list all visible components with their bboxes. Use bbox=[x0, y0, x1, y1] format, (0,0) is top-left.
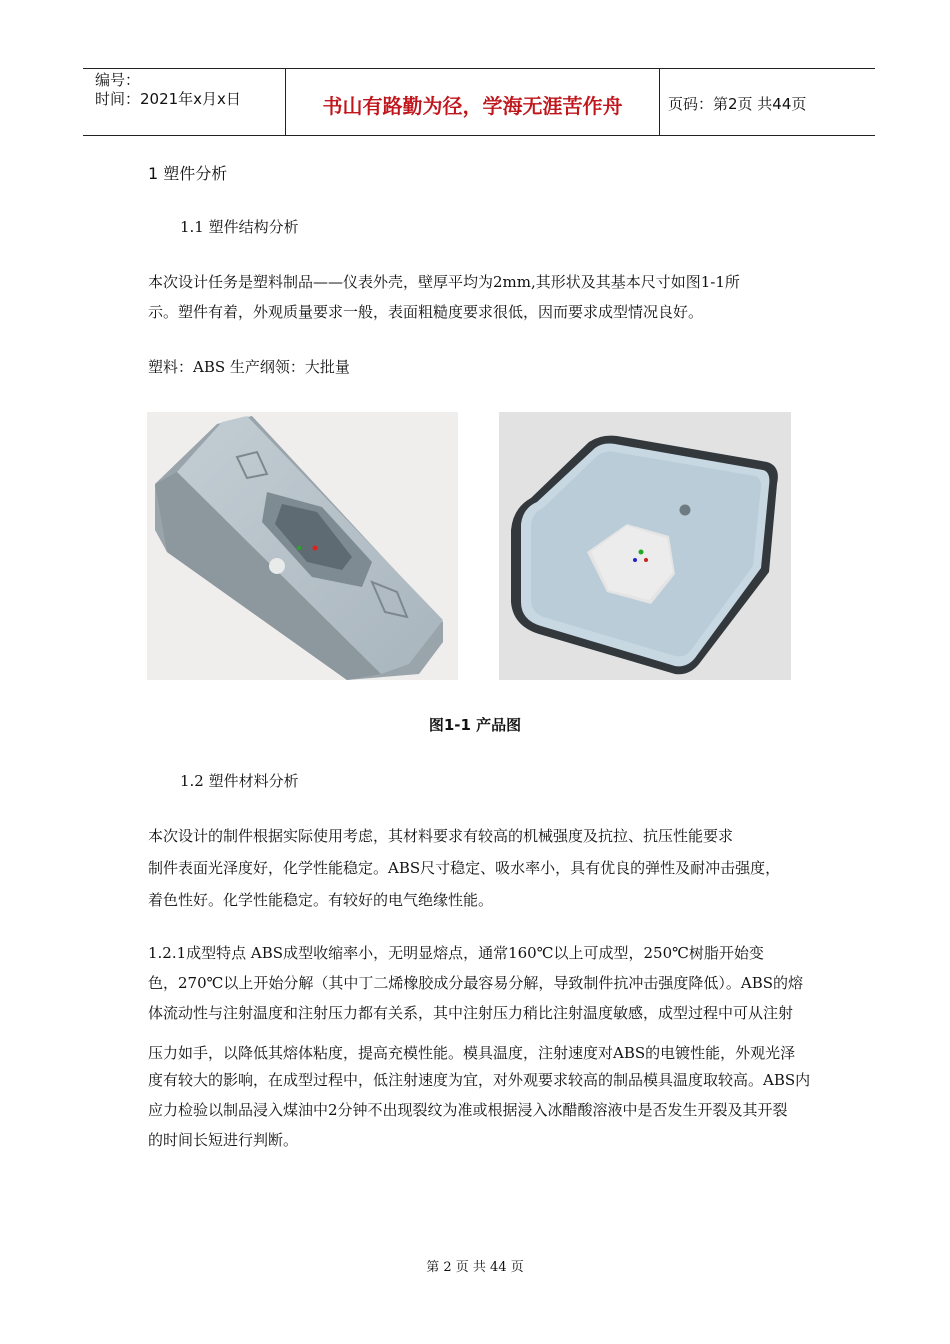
housing-top-render bbox=[147, 412, 458, 680]
housing-inside-render bbox=[499, 412, 791, 680]
paragraph-line: 制件表面光泽度好，化学性能稳定。ABS尺寸稳定、吸水率小，具有优良的弹性及耐冲击强度， bbox=[148, 859, 781, 877]
header-page-info: 页码：第2页 共44页 bbox=[668, 94, 807, 113]
product-render-top bbox=[147, 412, 458, 680]
header-meta bbox=[83, 69, 286, 135]
paragraph-line: 色，270℃以上开始分解（其中丁二烯橡胶成分最容易分解，导致制件抗冲击强度降低）。ABS的熔 bbox=[148, 974, 804, 992]
page-header bbox=[83, 68, 875, 136]
section-1-2-title: 1.2 塑件材料分析 bbox=[180, 772, 299, 790]
material-line: 塑料：ABS 生产纲领：大批量 bbox=[148, 358, 350, 376]
paragraph-line: 体流动性与注射温度和注射压力都有关系，其中注射压力稍比注射温度敏感，成型过程中可从注射 bbox=[148, 1004, 794, 1022]
paragraph-line: 压力如手，以降低其熔体粘度，提高充模性能。模具温度，注射速度对ABS的电镀性能，外观光泽 bbox=[148, 1044, 796, 1062]
header-motto: 书山有路勤为径，学海无涯苦作舟 bbox=[286, 69, 660, 135]
paragraph-line: 着色性好。化学性能稳定。有较好的电气绝缘性能。 bbox=[148, 891, 494, 909]
section-1-title: 1 塑件分析 bbox=[148, 164, 228, 183]
paragraph-line: 度有较大的影响，在成型过程中，低注射速度为宜，对外观要求较高的制品模具温度取较高。ABS内 bbox=[148, 1071, 811, 1089]
figure-caption: 图1-1 产品图 bbox=[428, 716, 522, 734]
paragraph-line: 的时间长短进行判断。 bbox=[148, 1131, 299, 1149]
paragraph-line: 应力检验以制品浸入煤油中2分钟不出现裂纹为准或根据浸入冰醋酸溶液中是否发生开裂及其开裂 bbox=[148, 1101, 788, 1119]
paragraph-line: 1.2.1成型特点 ABS成型收缩率小，无明显熔点，通常160℃以上可成型，250℃树脂开始变 bbox=[148, 944, 764, 962]
paragraph-line: 示。塑件有着，外观质量要求一般，表面粗糙度要求很低，因而要求成型情况良好。 bbox=[148, 303, 704, 321]
page-footer: 第 2 页 共 44 页 bbox=[426, 1260, 524, 1275]
paragraph-line: 本次设计的制件根据实际使用考虑，其材料要求有较高的机械强度及抗拉、抗压性能要求 bbox=[148, 827, 734, 845]
product-render-inside bbox=[499, 412, 791, 680]
header-time-label: 时间：2021年x月x日 bbox=[95, 90, 241, 108]
paragraph-line: 本次设计任务是塑料制品——仪表外壳，壁厚平均为2mm,其形状及其基本尺寸如图1-1所 bbox=[148, 273, 740, 291]
section-1-1-title: 1.1 塑件结构分析 bbox=[180, 218, 299, 236]
header-number-label: 编号： bbox=[95, 71, 141, 89]
